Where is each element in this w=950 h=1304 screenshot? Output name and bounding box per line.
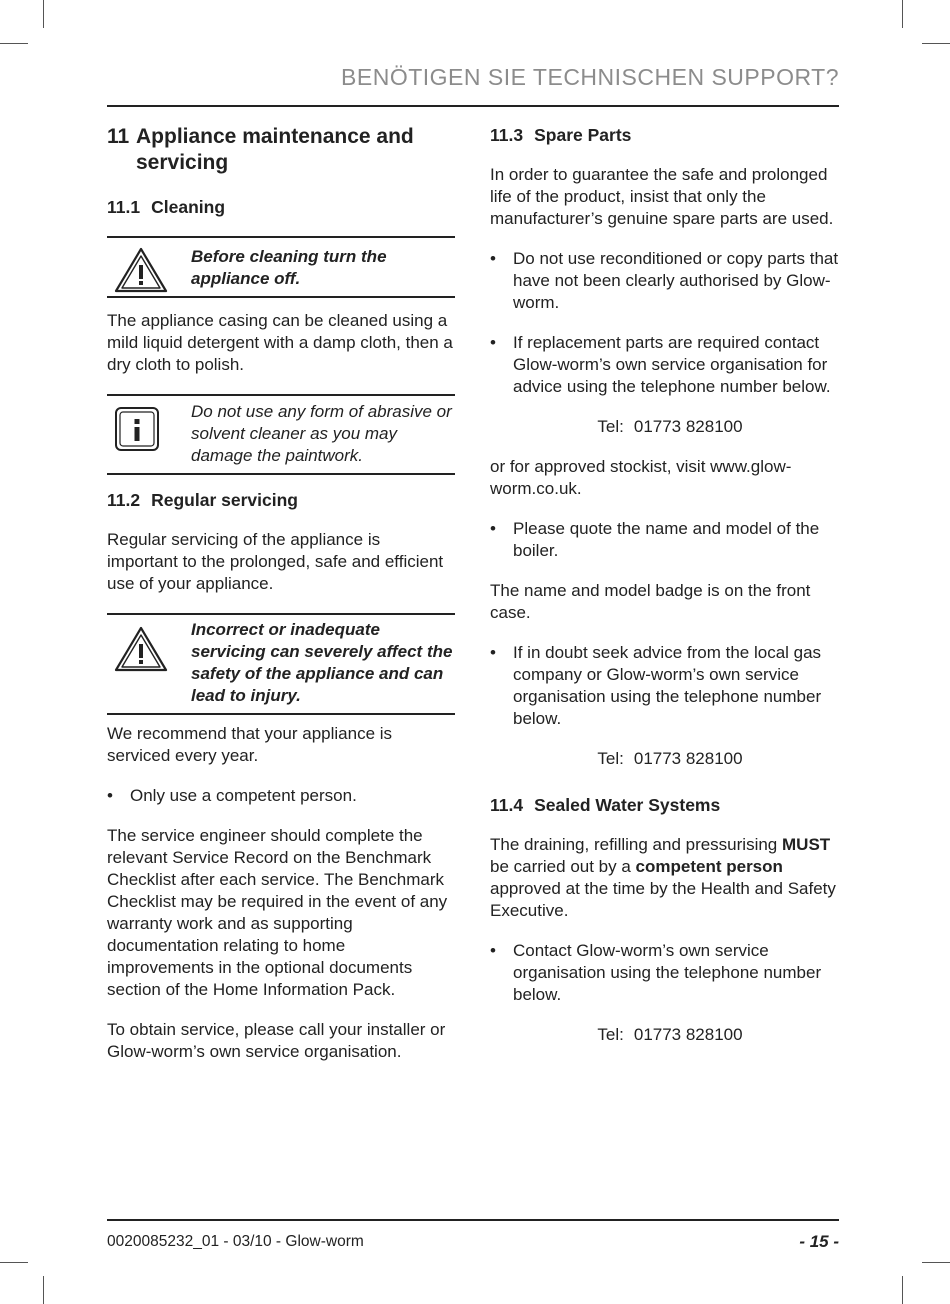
servicing-obtain: To obtain service, please call your installer or Glow-worm’s own service organisation. (107, 1020, 446, 1061)
servicing-intro: Regular servicing of the appliance is important to the prolonged, safe and efficient use of your appliance. (107, 530, 444, 593)
list-item-text: Contact Glow-worm’s own service organisation using the telephone number below. (513, 941, 822, 1004)
section-heading (107, 124, 455, 176)
bullet-icon: • (490, 643, 496, 662)
telephone-line (490, 748, 840, 770)
crop-mark (922, 43, 950, 44)
sealed-text-must: MUST (782, 835, 831, 854)
bullet-icon: • (490, 333, 496, 352)
badge-text: The name and model badge is on the front case. (490, 581, 811, 622)
spare-intro: In order to guarantee the safe and prolonged life of the product, insist that only the manufacturer’s genuine spare parts are used. (490, 165, 834, 228)
subsection-title: Regular servicing (151, 490, 298, 510)
servicing-engineer: The service engineer should complete the relevant Service Record on the Benchmark Checklist after each service. The Benchmark Checklist may be required in the event of any warranty work and as supporting documentation relating to home improvements in the optional documents section of the Home Information Pack. (107, 826, 448, 999)
subsection-number: 11.3 (490, 125, 524, 145)
tel-label: Tel: (597, 749, 624, 768)
subsection-title: Sealed Water Systems (534, 795, 721, 815)
bullet-icon: • (490, 519, 496, 538)
list-item (490, 518, 840, 562)
page-header: BENÖTIGEN SIE TECHNISCHEN SUPPORT? (341, 64, 839, 90)
sealed-text-competent: competent person (635, 857, 783, 876)
tel-number: 01773 828100 (633, 749, 743, 768)
tel-number: 01773 828100 (633, 1025, 743, 1044)
subsection-number: 11.2 (107, 490, 141, 510)
warning-triangle-icon (107, 619, 191, 707)
crop-mark (902, 1276, 903, 1304)
stockist-text: or for approved stockist, visit www.glow-worm.co.uk. (490, 457, 792, 498)
sealed-text-end: approved at the time by the Health and Safety Executive. (490, 879, 836, 920)
tel-number: 01773 828100 (633, 417, 743, 436)
warning-text: Before cleaning turn the appliance off. (191, 247, 387, 288)
sealed-text-mid: be carried out by a (490, 857, 631, 876)
bullet-icon: • (107, 786, 113, 805)
sealed-text-start: The draining, refilling and pressurising (490, 835, 778, 854)
subsection-heading-cleaning (107, 196, 455, 218)
page-number: - 15 - (799, 1232, 839, 1251)
list-item (490, 248, 840, 314)
tel-label: Tel: (597, 417, 624, 436)
info-notice (107, 394, 455, 475)
header-rule (107, 105, 839, 107)
section-title: Appliance maintenance and servicing (136, 125, 414, 174)
telephone-line (490, 416, 840, 438)
list-item-text: If replacement parts are required contact Glow-worm’s own service organisation for advice using the telephone number below. (513, 333, 831, 396)
crop-mark (902, 0, 903, 28)
subsection-heading-servicing (107, 489, 455, 511)
subsection-heading-spare (490, 124, 840, 146)
info-text: Do not use any form of abrasive or solvent cleaner as you may damage the paintwork. (191, 402, 452, 465)
list-item (490, 940, 840, 1006)
list-item (490, 332, 840, 398)
crop-mark (0, 43, 28, 44)
servicing-recommend: We recommend that your appliance is serviced every year. (107, 724, 393, 765)
warning-notice (107, 236, 455, 298)
subsection-number: 11.4 (490, 795, 524, 815)
crop-mark (43, 0, 44, 28)
left-column (107, 124, 455, 1081)
footer-rule (107, 1219, 839, 1221)
footer-doc-ref: 0020085232_01 - 03/10 - Glow-worm (107, 1233, 364, 1250)
bullet-icon: • (490, 941, 496, 960)
list-item-text: If in doubt seek advice from the local gas company or Glow-worm’s own service organisation using the telephone number below. (513, 643, 822, 728)
warning-triangle-icon (107, 246, 191, 290)
subsection-title: Cleaning (151, 197, 226, 217)
info-icon (107, 401, 191, 467)
crop-mark (922, 1262, 950, 1263)
warning-text: Incorrect or inadequate servicing can severely affect the safety of the appliance and can lead to injury. (191, 620, 453, 705)
list-item-text: Do not use reconditioned or copy parts that have not been clearly authorised by Glow-worm. (513, 249, 839, 312)
bullet-icon: • (490, 249, 496, 268)
crop-mark (43, 1276, 44, 1304)
subsection-heading-sealed (490, 794, 840, 816)
section-number: 11 (107, 125, 130, 148)
tel-label: Tel: (597, 1025, 624, 1044)
crop-mark (0, 1262, 28, 1263)
cleaning-body: The appliance casing can be cleaned using a mild liquid detergent with a damp cloth, then a dry cloth to polish. (107, 311, 453, 374)
right-column (490, 124, 840, 1064)
list-item-text: Only use a competent person. (130, 786, 357, 805)
subsection-title: Spare Parts (534, 125, 632, 145)
list-item (107, 785, 455, 807)
sealed-paragraph (490, 834, 840, 922)
list-item-text: Please quote the name and model of the boiler. (513, 519, 820, 560)
list-item (490, 642, 840, 730)
warning-notice (107, 613, 455, 715)
telephone-line (490, 1024, 840, 1046)
subsection-number: 11.1 (107, 197, 141, 217)
